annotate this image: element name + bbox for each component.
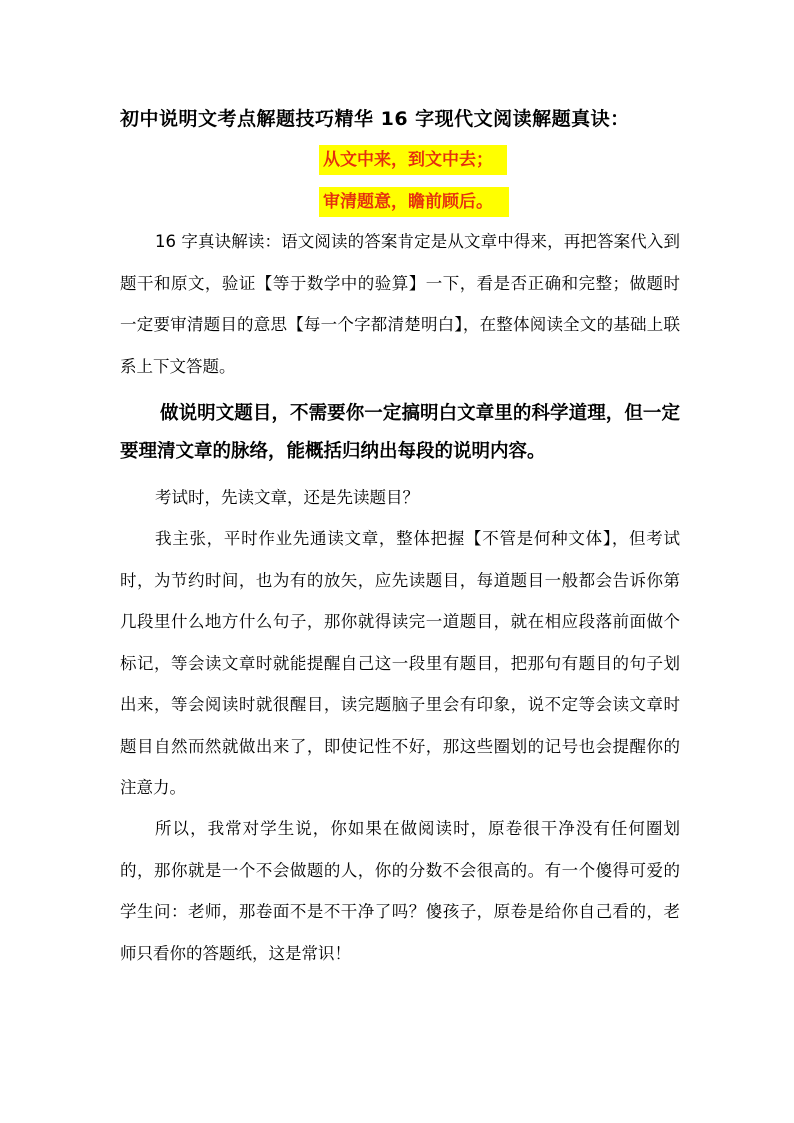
emphasis-paragraph: 做说明文题目，不需要你一定搞明白文章里的科学道理，但一定要理清文章的脉络，能概括归纳出每段的说明内容。 <box>120 403 680 462</box>
question-paragraph: 考试时，先读文章，还是先读题目？ <box>155 488 419 507</box>
slogan-line-2: 审清题意，瞻前顾后。 <box>319 187 509 217</box>
document-title: 初中说明文考点解题技巧精华 16 字现代文阅读解题真诀： <box>120 108 630 130</box>
slogan-line-1: 从文中来，到文中去； <box>319 145 507 175</box>
advice-paragraph: 我主张，平时作业先通读文章，整体把握【不管是何种文体】，但考试时，为节约时间，也为有的放矢，应先读题目，每道题目一般都会告诉你第几段里什么地方什么句子，那你就得读完一道题目，就在相应段落前面做个标记，等会读文章时就能提醒自己这一段里有题目，把那句有题目的句子划出来，等会阅读时就很醒目，读完题脑子里会有印象，说不定等会读文章时题目自然而然就做出来了，即使记性不好，那这些圈划的记号也会提醒你的注意力。 <box>120 529 680 797</box>
closing-paragraph: 所以，我常对学生说，你如果在做阅读时，原卷很干净没有任何圈划的，那你就是一个不会做题的人，你的分数不会很高的。有一个傻得可爱的学生问：老师，那卷面不是不干净了吗？傻孩子，原卷是给你自己看的，老师只看你的答题纸，这是常识！ <box>120 819 680 963</box>
intro-paragraph: 16 字真诀解读：语文阅读的答案肯定是从文章中得来，再把答案代入到题干和原文，验证【等于数学中的验算】一下，看是否正确和完整；做题时一定要审清题目的意思【每一个字都清楚明白】，在整体阅读全文的基础上联系上下文答题。 <box>120 232 680 376</box>
